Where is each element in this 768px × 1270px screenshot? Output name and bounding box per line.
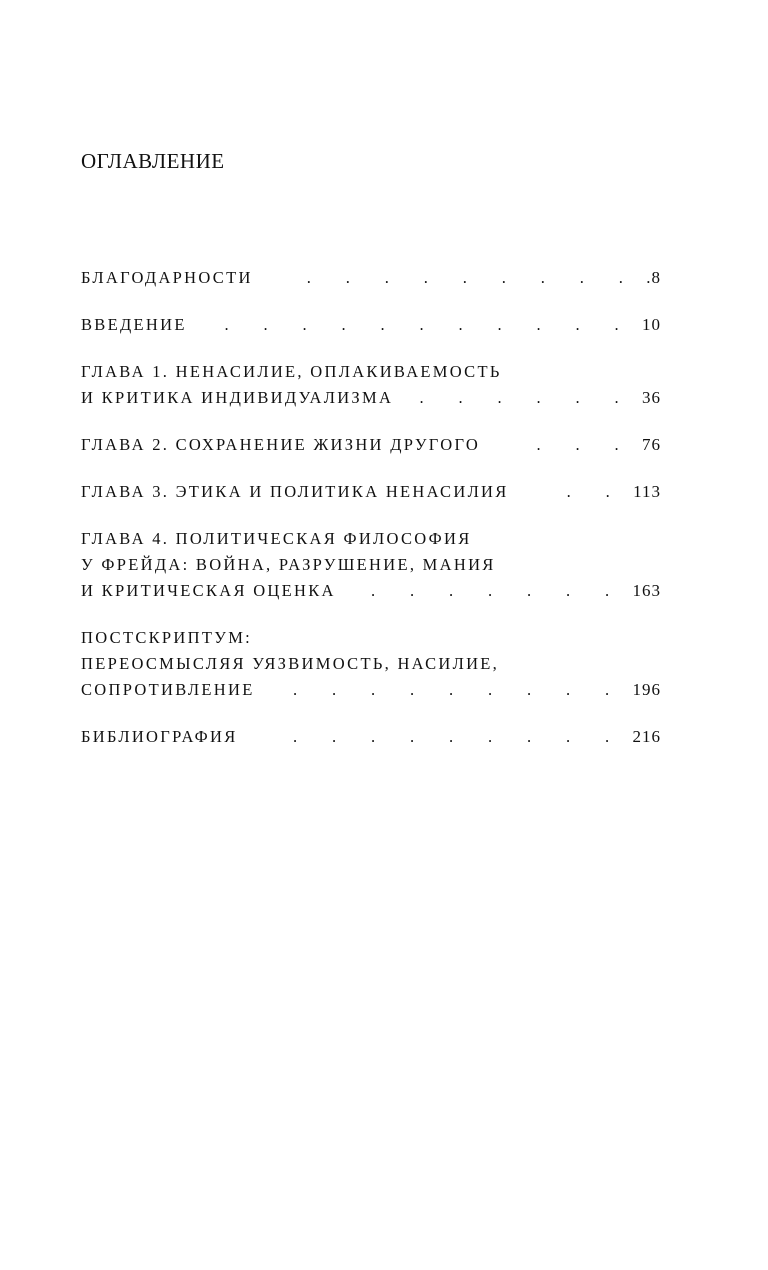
toc-entry-postscript	[81, 625, 661, 703]
toc-entry-introduction	[81, 312, 661, 338]
dot-leader: . .	[566, 482, 610, 501]
toc-page-number: 113	[627, 479, 661, 505]
toc-entry-line	[81, 432, 661, 458]
dot-leader: . . . . . . . . .	[306, 268, 623, 287]
toc-entry-chapter-1	[81, 359, 661, 411]
toc-entry-label: И КРИТИКА ИНДИВИДУАЛИЗМА	[81, 388, 397, 407]
toc-entry-label: ВВЕДЕНИЕ	[81, 315, 191, 334]
toc-entry-label: И КРИТИЧЕСКАЯ ОЦЕНКА	[81, 581, 340, 600]
toc-entry-label: ПЕРЕОСМЫСЛЯЯ УЯЗВИМОСТЬ, НАСИЛИЕ,	[81, 654, 503, 673]
toc-entry-line	[81, 526, 661, 552]
toc-entry-chapter-2	[81, 432, 661, 458]
toc-entry-label: БИБЛИОГРАФИЯ	[81, 727, 242, 746]
toc-entry-acknowledgements	[81, 265, 661, 291]
page-title: ОГЛАВЛЕНИЕ	[81, 149, 225, 173]
toc-entry-bibliography	[81, 724, 661, 750]
toc-entry-line	[81, 578, 661, 604]
toc-entry-label: ПОСТСКРИПТУМ:	[81, 628, 256, 647]
toc-page-number: 36	[636, 385, 661, 411]
toc-entry-line	[81, 479, 661, 505]
toc-entry-line	[81, 359, 661, 385]
dot-leader: . . . . . . .	[370, 581, 610, 600]
toc-entry-label: ГЛАВА 4. ПОЛИТИЧЕСКАЯ ФИЛОСОФИЯ	[81, 529, 476, 548]
table-of-contents	[81, 265, 661, 771]
toc-entry-line	[81, 265, 661, 291]
toc-entry-line	[81, 677, 661, 703]
toc-entry-line	[81, 552, 661, 578]
toc-entry-line	[81, 625, 661, 651]
toc-page-number: 10	[636, 312, 661, 338]
toc-entry-chapter-3	[81, 479, 661, 505]
toc-entry-line	[81, 385, 661, 411]
toc-entry-label: СОПРОТИВЛЕНИЕ	[81, 680, 259, 699]
dot-leader: . . . . . . . . .	[292, 727, 610, 746]
toc-page-number: .8	[640, 265, 661, 291]
toc-entry-line	[81, 312, 661, 338]
toc-entry-label: У ФРЕЙДА: ВОЙНА, РАЗРУШЕНИЕ, МАНИЯ	[81, 555, 500, 574]
toc-entry-chapter-4	[81, 526, 661, 604]
toc-entry-label: ГЛАВА 2. СОХРАНЕНИЕ ЖИЗНИ ДРУГОГО	[81, 435, 484, 454]
toc-entry-label: БЛАГОДАРНОСТИ	[81, 268, 257, 287]
toc-page-number: 76	[636, 432, 661, 458]
toc-entry-line	[81, 724, 661, 750]
dot-leader: . . . . . . . . .	[292, 680, 610, 699]
toc-page-number: 216	[627, 724, 662, 750]
toc-page-number: 196	[627, 677, 662, 703]
toc-entry-line	[81, 651, 661, 677]
toc-page-number: 163	[627, 578, 662, 604]
toc-entry-label: ГЛАВА 1. НЕНАСИЛИЕ, ОПЛАКИВАЕМОСТЬ	[81, 362, 506, 381]
toc-entry-label: ГЛАВА 3. ЭТИКА И ПОЛИТИКА НЕНАСИЛИЯ	[81, 482, 513, 501]
dot-leader: . . . . . . . . . . .	[224, 315, 619, 334]
dot-leader: . . . . . .	[419, 388, 619, 407]
dot-leader: . . .	[536, 435, 619, 454]
